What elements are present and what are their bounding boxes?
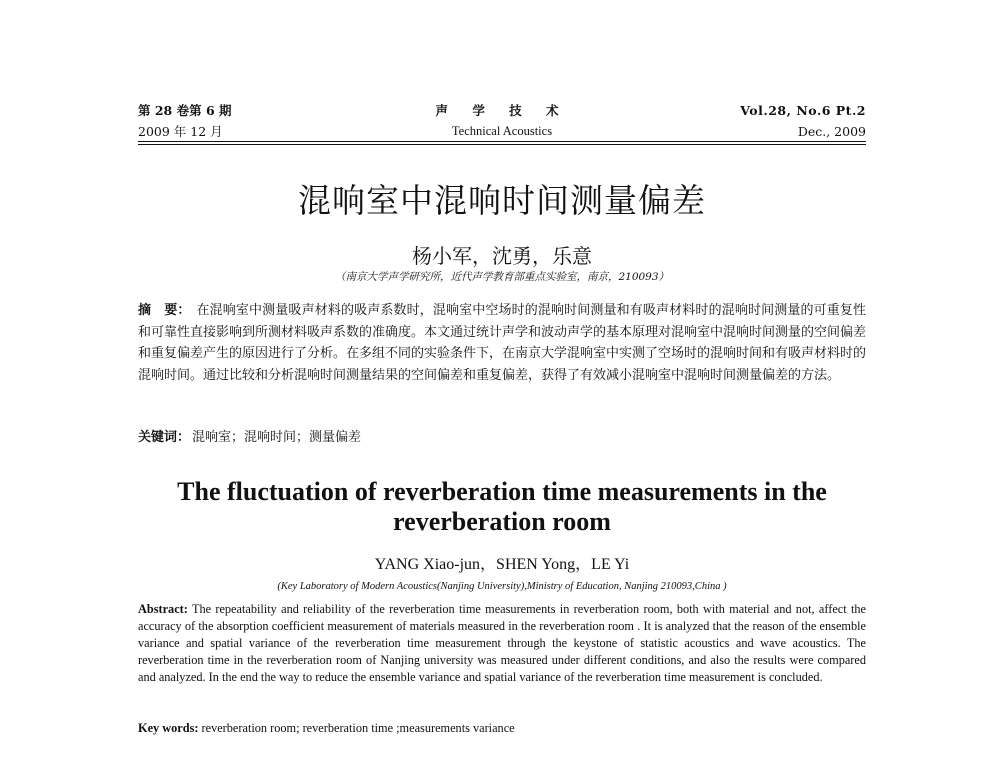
journal-name-en: Technical Acoustics: [451, 124, 553, 138]
authors-en: YANG Xiao-jun，SHEN Yong，LE Yi: [374, 556, 630, 573]
paper-title-en: The fluctuation of reverberation time measurements in the reverberation room: [177, 477, 827, 536]
header-divider-thin: [138, 144, 866, 145]
abstract-cn: [138, 300, 866, 386]
journal-volume-en: Vol.28, No.6 Pt.2: [740, 103, 866, 118]
journal-name-cn: 声 学 技 术: [435, 103, 569, 118]
paper-title-cn: 混响室中混响时间测量偏差: [298, 181, 706, 220]
abstract-text-cn: 在混响室中测量吸声材料的吸声系数时，混响室中空场时的混响时间测量和有吸声材料时的混响时间测量的可重复性和可靠性直接影响到所测材料吸声系数的准确度。本文通过统计声学和波动声学的基本原理对混响室中混响时间测量的空间偏差和重复偏差产生的原因进行了分析。在多组不同的实验条件下，在南京大学混响室中实测了空场时的混响时间和有吸声材料时的混响时间。通过比较和分析混响时间测量结果的空间偏差和重复偏差，获得了有效减小混响室中混响时间测量偏差的方法。: [138, 303, 867, 383]
abstract-label-cn: 摘 要：: [138, 303, 191, 318]
abstract-text-en: The repeatability and reliability of the reverberation time measurements in reverberation room, both with material and not, affect the accuracy of the absorption coefficient measurement of materials measured in the reverberation room . It is analyzed that the reason of the ensemble variance and spatial variance of the reverberation time measurement through the keystone of statistic acoustics and wave acoustics. The reverberation time in the reverberation room of Nanjing university was measured under different conditions, and also the results were compared and analyzed. In the end the way to reduce the ensemble variance and spatial variance of the reverberation time measurement is concluded.: [138, 602, 866, 684]
header-divider-thick: [138, 141, 866, 142]
keywords-label-cn: 关键词：: [138, 430, 191, 445]
keywords-label-en: Key words:: [138, 721, 199, 735]
abstract-label-en: Abstract:: [138, 602, 188, 616]
affiliation-en: (Key Laboratory of Modern Acoustics(Nanjing University),Ministry of Education, Nanjing 210093,China ): [277, 581, 727, 592]
journal-date-cn: 2009 年 12 月: [138, 124, 223, 139]
keywords-cn: [138, 429, 866, 447]
abstract-en: [138, 601, 866, 686]
keywords-text-en: reverberation room; reverberation time ;measurements variance: [198, 721, 515, 735]
keywords-text-cn: 混响室；混响时间；测量偏差: [192, 430, 362, 445]
keywords-en: [138, 720, 866, 736]
authors-cn: 杨小军，沈勇，乐意: [412, 244, 592, 268]
journal-volume-cn: 第 28 卷第 6 期: [138, 103, 232, 118]
affiliation-cn: （南京大学声学研究所，近代声学教育部重点实验室，南京，210093）: [334, 271, 670, 283]
journal-date-en: Dec., 2009: [797, 124, 866, 139]
